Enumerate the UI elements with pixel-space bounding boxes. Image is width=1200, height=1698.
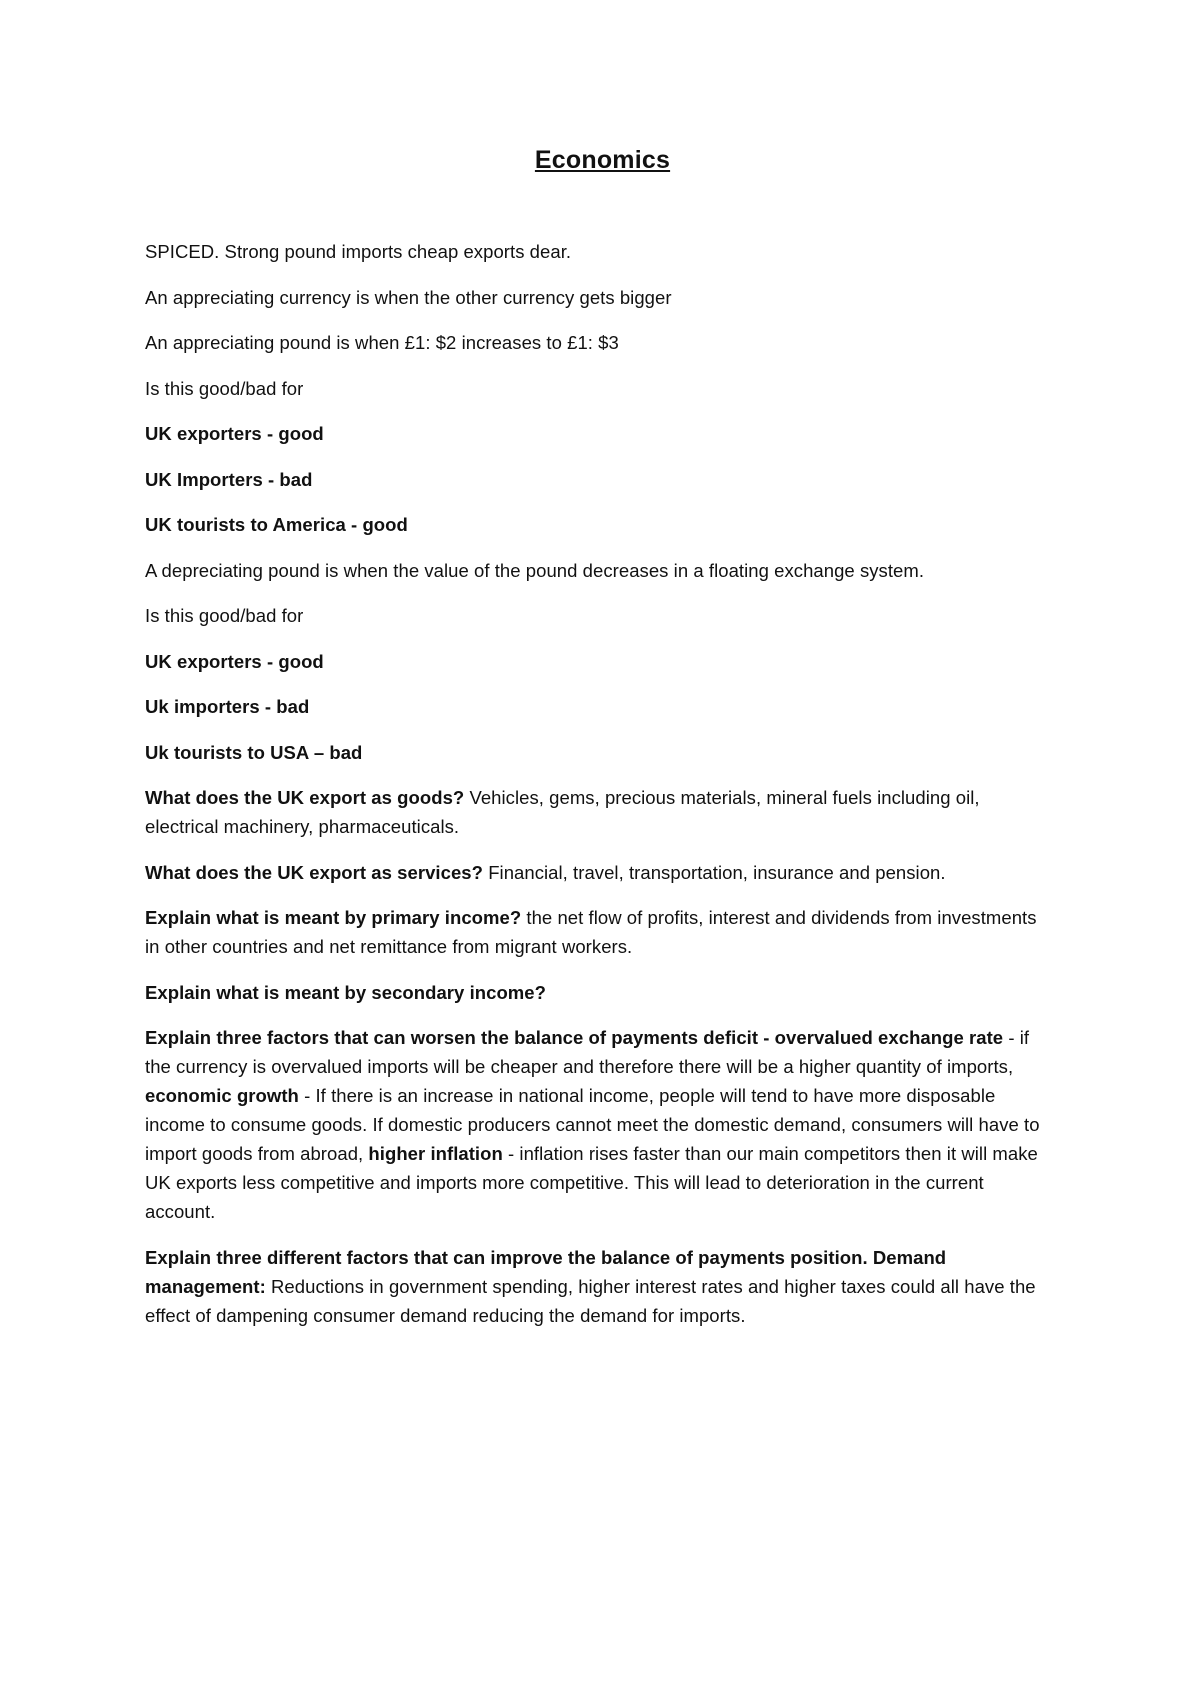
paragraph-export-services <box>145 858 1050 887</box>
answer-worsen-part-3: - inflation rises faster than our main competitors then it will make UK exports less competitive and imports more competitive. This will lead to deterioration in the current account. <box>145 1143 1038 1222</box>
paragraph-spiced: SPICED. Strong pound imports cheap exports dear. <box>145 241 572 262</box>
question-export-services: What does the UK export as services? <box>145 861 483 883</box>
paragraph-uk-exporters-1: UK exporters - good <box>145 423 324 444</box>
paragraph-worsen-factors <box>145 1023 1050 1226</box>
paragraph-primary-income <box>145 903 1050 961</box>
paragraph-export-goods <box>145 783 1050 841</box>
answer-export-services: Financial, travel, transportation, insurance and pension. <box>483 861 946 883</box>
answer-improve-factors: Reductions in government spending, higher interest rates and higher taxes could all have the effect of dampening consumer demand reducing the demand for imports. <box>145 1275 1036 1326</box>
bold-higher-inflation: higher inflation <box>368 1143 503 1164</box>
paragraph-appreciating-currency: An appreciating currency is when the other currency gets bigger <box>145 286 672 308</box>
question-improve-factors: Explain three different factors that can improve the balance of payments position. Demand management: <box>145 1246 947 1297</box>
page-title: Economics <box>534 146 671 174</box>
paragraph-uk-tourists-2: Uk tourists to USA – bad <box>145 741 363 763</box>
bold-economic-growth: economic growth <box>145 1085 299 1106</box>
question-secondary-income: Explain what is meant by secondary income? <box>145 981 546 1003</box>
paragraph-secondary-income <box>145 978 1050 1007</box>
paragraph-uk-exporters-2: UK exporters - good <box>145 650 324 672</box>
paragraph-appreciating-pound: An appreciating pound is when £1: $2 increases to £1: $3 <box>145 332 619 353</box>
paragraph-uk-importers-1: UK Importers - bad <box>145 468 313 490</box>
answer-worsen-part-1: - if the currency is overvalued imports will be cheaper and therefore there will be a higher quantity of imports, <box>145 1027 1030 1077</box>
question-worsen-factors: Explain three factors that can worsen the balance of payments deficit - overvalued exchange rate <box>145 1027 1004 1048</box>
question-export-goods: What does the UK export as goods? <box>145 787 465 808</box>
paragraph-good-bad-2: Is this good/bad for <box>145 605 304 626</box>
answer-worsen-part-2: - If there is an increase in national income, people will tend to have more disposable income to consume goods. If domestic producers cannot meet the domestic demand, consumers will have to import goods from abroad, <box>145 1085 1040 1164</box>
question-primary-income: Explain what is meant by primary income? <box>145 907 522 928</box>
answer-primary-income: the net flow of profits, interest and dividends from investments in other countries and net remittance from migrant workers. <box>145 907 1037 957</box>
paragraph-good-bad-1: Is this good/bad for <box>145 377 304 399</box>
paragraph-uk-importers-2: Uk importers - bad <box>145 696 310 717</box>
paragraph-uk-tourists-1: UK tourists to America - good <box>145 514 408 535</box>
paragraph-improve-factors <box>145 1243 1050 1330</box>
paragraph-depreciating-pound: A depreciating pound is when the value of the pound decreases in a floating exchange system. <box>145 559 925 581</box>
answer-export-goods: Vehicles, gems, precious materials, mineral fuels including oil, electrical machinery, pharmaceuticals. <box>145 787 980 837</box>
